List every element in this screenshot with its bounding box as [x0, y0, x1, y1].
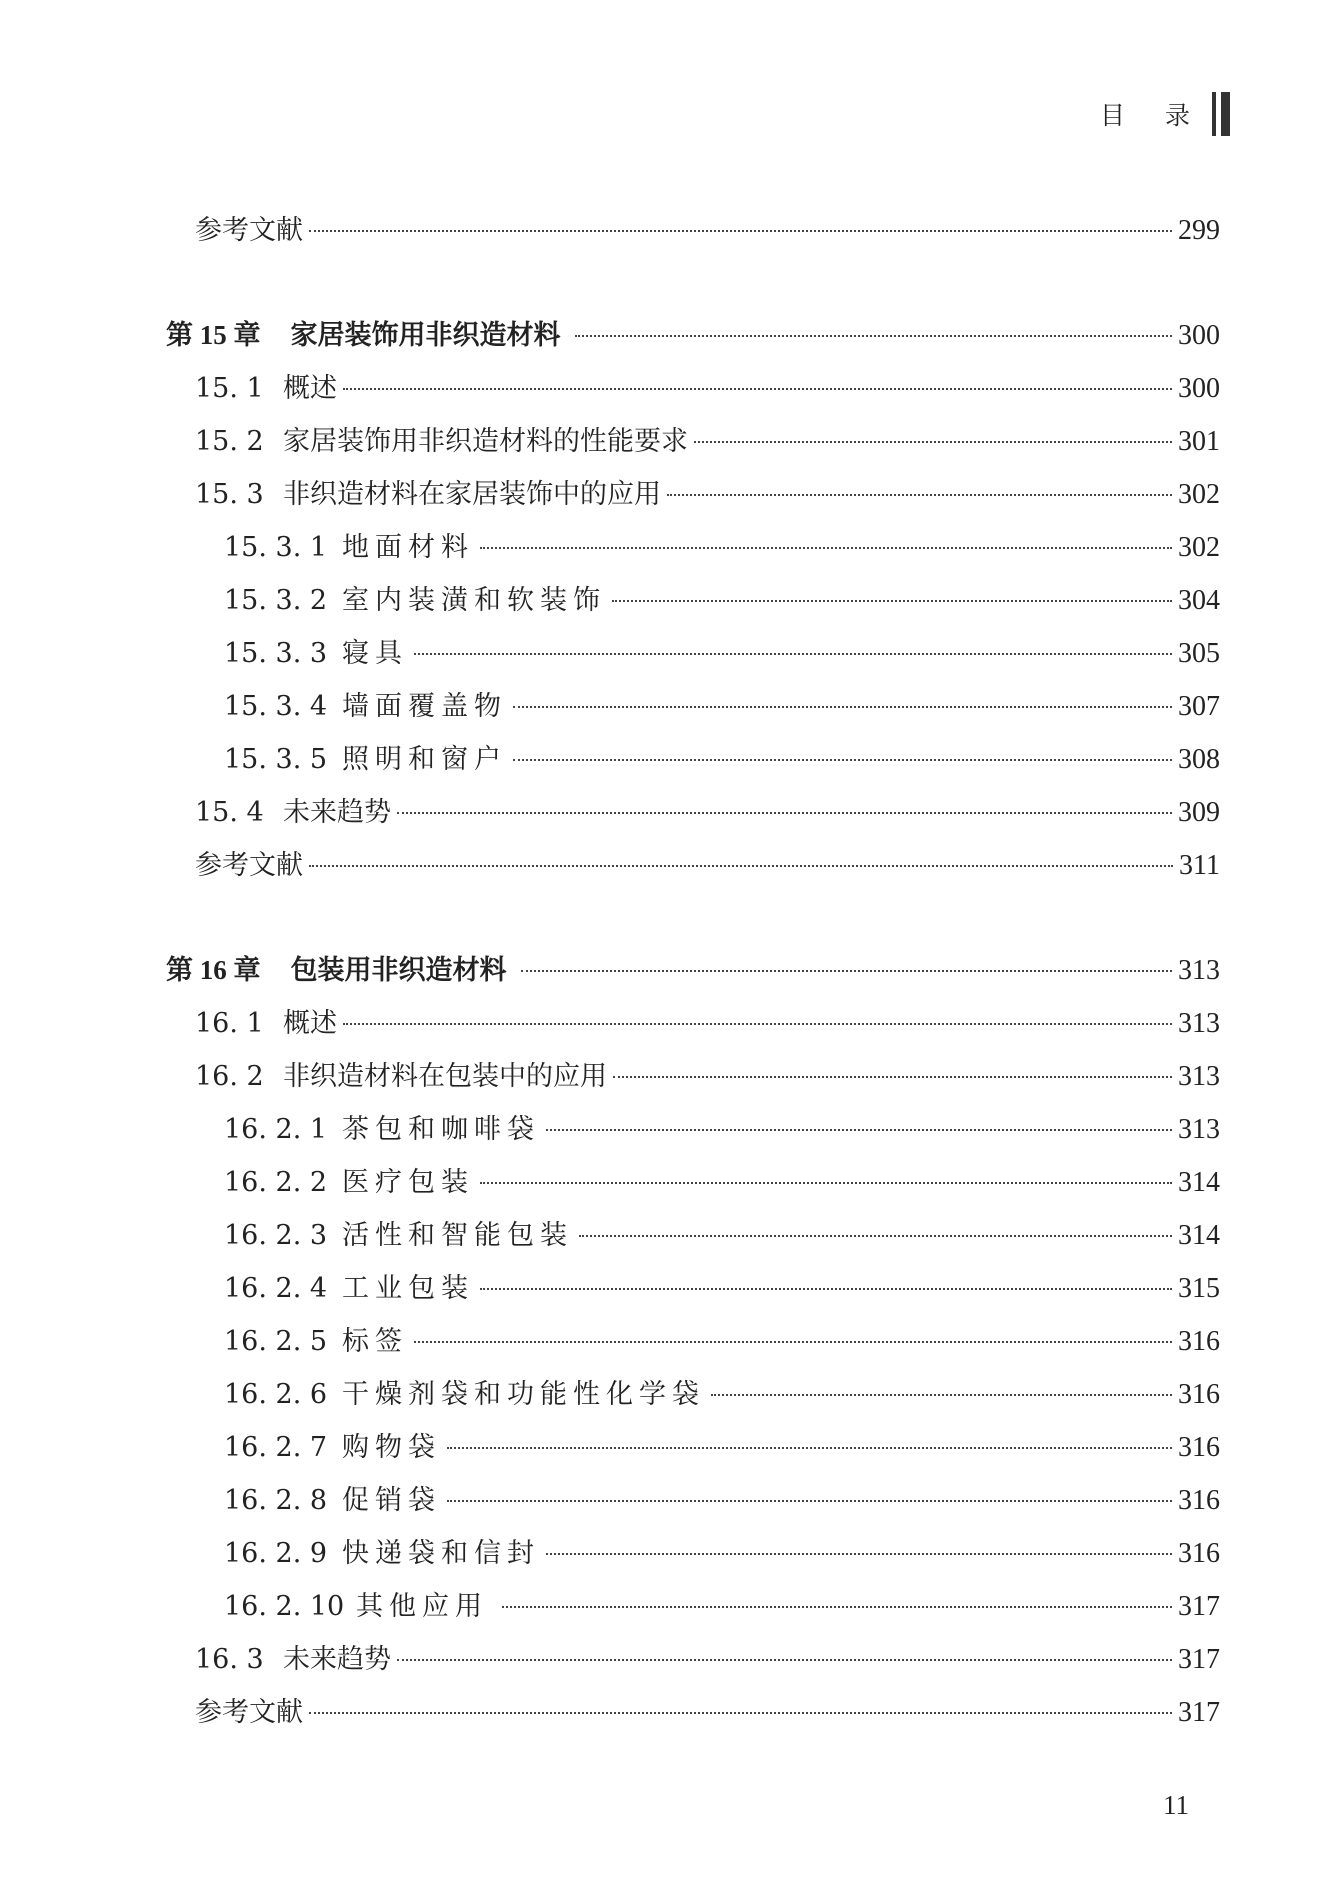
section-number: 16. 2	[195, 1061, 264, 1092]
toc-entry-page: 316	[1178, 1432, 1220, 1463]
dot-leader	[575, 335, 1173, 337]
section-title: 家居装饰用非织造材料的性能要求	[283, 426, 688, 457]
toc-subsection-15-3-2[interactable]	[224, 578, 1220, 618]
toc-entry-page: 315	[1178, 1273, 1220, 1304]
dot-leader	[546, 1553, 1172, 1555]
subsection-number: 16. 2. 10	[224, 1591, 345, 1622]
subsection-number: 15. 3. 3	[224, 638, 328, 669]
toc-subsection-16-2-3[interactable]	[224, 1213, 1220, 1253]
toc-subsection-16-2-9[interactable]	[224, 1531, 1220, 1571]
toc-entry-page: 300	[1178, 320, 1220, 351]
toc-entry-page: 316	[1178, 1538, 1220, 1569]
toc-entry-page: 308	[1178, 744, 1220, 775]
toc-entry-page: 311	[1179, 850, 1220, 881]
toc-entry-page: 316	[1178, 1326, 1220, 1357]
chapter-title: 家居装饰用非织造材料	[290, 320, 561, 351]
page-number: 11	[1163, 1790, 1189, 1820]
toc-entry-page: 299	[1178, 215, 1220, 246]
dot-leader	[397, 812, 1172, 814]
subsection-number: 15. 3. 4	[224, 691, 328, 722]
toc-entry-page: 317	[1178, 1591, 1220, 1622]
dot-leader	[579, 1235, 1172, 1237]
toc-entry-page: 301	[1178, 426, 1220, 457]
section-number: 15. 2	[195, 426, 264, 457]
toc-subsection-16-2-1[interactable]	[224, 1107, 1220, 1147]
toc-subsection-16-2-10[interactable]	[224, 1584, 1220, 1624]
dot-leader	[397, 1659, 1172, 1661]
section-number: 16. 1	[195, 1008, 264, 1039]
subsection-title: 室内装潢和软装饰	[342, 585, 606, 616]
subsection-title: 购物袋	[342, 1432, 441, 1463]
toc-subsection-15-3-1[interactable]	[224, 525, 1220, 565]
toc-entry-page: 314	[1178, 1220, 1220, 1251]
dot-leader	[447, 1500, 1172, 1502]
chapter-number: 第 15 章	[166, 320, 261, 350]
dot-leader	[480, 547, 1172, 549]
toc-entry-page: 313	[1178, 955, 1220, 986]
running-header	[1100, 92, 1230, 136]
subsection-number: 16. 2. 5	[224, 1326, 328, 1357]
subsection-title: 地面材料	[342, 532, 474, 563]
toc-section-15-1[interactable]	[195, 366, 1220, 406]
dot-leader	[513, 759, 1172, 761]
subsection-number: 15. 3. 1	[224, 532, 328, 563]
toc-entry-page: 316	[1178, 1379, 1220, 1410]
toc-entry-page: 317	[1178, 1697, 1220, 1728]
toc-section-15-2[interactable]	[195, 419, 1220, 459]
dot-leader	[447, 1447, 1172, 1449]
dot-leader	[613, 1076, 1172, 1078]
dot-leader	[521, 970, 1173, 972]
subsection-title: 工业包装	[342, 1273, 474, 1304]
subsection-number: 15. 3. 5	[224, 744, 328, 775]
dot-leader	[480, 1288, 1172, 1290]
dot-leader	[612, 600, 1172, 602]
toc-entry-page: 313	[1178, 1114, 1220, 1145]
toc-entry-page: 304	[1178, 585, 1220, 616]
subsection-title: 医疗包装	[342, 1167, 474, 1198]
dot-leader	[309, 230, 1172, 232]
subsection-title: 照明和窗户	[342, 744, 507, 775]
toc-section-15-4[interactable]	[195, 790, 1220, 830]
subsection-title: 快递袋和信封	[342, 1538, 540, 1569]
dot-leader	[480, 1182, 1172, 1184]
subsection-number: 16. 2. 8	[224, 1485, 328, 1516]
toc-entry-references[interactable]	[195, 843, 1220, 883]
subsection-number: 16. 2. 9	[224, 1538, 328, 1569]
toc-entry-page: 317	[1178, 1644, 1220, 1675]
subsection-number: 16. 2. 7	[224, 1432, 328, 1463]
subsection-number: 16. 2. 3	[224, 1220, 328, 1251]
toc-subsection-16-2-7[interactable]	[224, 1425, 1220, 1465]
toc-entry-page: 313	[1178, 1008, 1220, 1039]
toc-subsection-16-2-5[interactable]	[224, 1319, 1220, 1359]
subsection-title: 干燥剂袋和功能性化学袋	[342, 1379, 705, 1410]
section-title: 非织造材料在家居装饰中的应用	[283, 479, 661, 510]
dot-leader	[667, 494, 1172, 496]
dot-leader	[513, 706, 1172, 708]
subsection-title: 其他应用	[356, 1591, 488, 1622]
subsection-title: 寝具	[342, 638, 408, 669]
toc-subsection-16-2-4[interactable]	[224, 1266, 1220, 1306]
toc-entry-page: 314	[1178, 1167, 1220, 1198]
toc-entry-page: 302	[1178, 532, 1220, 563]
toc-entry-page: 300	[1178, 373, 1220, 404]
toc-entry-page: 307	[1178, 691, 1220, 722]
section-title: 概述	[283, 1008, 337, 1039]
toc-entry-page: 313	[1178, 1061, 1220, 1092]
toc-section-16-2[interactable]	[195, 1054, 1220, 1094]
chapter-title: 包装用非织造材料	[290, 955, 507, 986]
subsection-number: 16. 2. 4	[224, 1273, 328, 1304]
dot-leader	[502, 1606, 1172, 1608]
dot-leader	[309, 1712, 1172, 1714]
toc-section-16-3[interactable]	[195, 1637, 1220, 1677]
toc-entry-page: 302	[1178, 479, 1220, 510]
section-title: 未来趋势	[283, 797, 391, 828]
subsection-title: 标签	[342, 1326, 408, 1357]
subsection-title: 墙面覆盖物	[342, 691, 507, 722]
subsection-number: 15. 3. 2	[224, 585, 328, 616]
section-number: 16. 3	[195, 1644, 264, 1675]
toc-subsection-15-3-4[interactable]	[224, 684, 1220, 724]
toc-entry-references[interactable]	[195, 208, 1220, 248]
section-title: 概述	[283, 373, 337, 404]
dot-leader	[711, 1394, 1172, 1396]
subsection-number: 16. 2. 6	[224, 1379, 328, 1410]
toc-subsection-16-2-6[interactable]	[224, 1372, 1220, 1412]
dot-leader	[309, 865, 1173, 867]
chapter-number: 第 16 章	[166, 955, 261, 985]
subsection-title: 活性和智能包装	[342, 1220, 573, 1251]
toc-subsection-15-3-5[interactable]	[224, 737, 1220, 777]
dot-leader	[546, 1129, 1172, 1131]
toc-entry-title: 参考文献	[195, 215, 303, 246]
dot-leader	[343, 388, 1172, 390]
subsection-title: 促销袋	[342, 1485, 441, 1516]
dot-leader	[694, 441, 1172, 443]
header-rule-thin	[1212, 92, 1216, 136]
toc-subsection-15-3-3[interactable]	[224, 631, 1220, 671]
toc-entry-page: 316	[1178, 1485, 1220, 1516]
toc-entry-title: 参考文献	[195, 1697, 303, 1728]
section-number: 15. 1	[195, 373, 264, 404]
toc-chapter-16[interactable]	[166, 948, 1220, 988]
subsection-number: 16. 2. 1	[224, 1114, 328, 1145]
toc-section-15-3[interactable]	[195, 472, 1220, 512]
toc-entry-references[interactable]	[195, 1690, 1220, 1730]
section-title: 非织造材料在包装中的应用	[283, 1061, 607, 1092]
toc-subsection-16-2-2[interactable]	[224, 1160, 1220, 1200]
toc-entry-page: 309	[1178, 797, 1220, 828]
toc-subsection-16-2-8[interactable]	[224, 1478, 1220, 1518]
subsection-number: 16. 2. 2	[224, 1167, 328, 1198]
header-title: 目 录	[1100, 101, 1206, 130]
toc-section-16-1[interactable]	[195, 1001, 1220, 1041]
toc-entry-page: 305	[1178, 638, 1220, 669]
toc-chapter-15[interactable]	[166, 313, 1220, 353]
subsection-title: 茶包和咖啡袋	[342, 1114, 540, 1145]
dot-leader	[414, 653, 1172, 655]
section-title: 未来趋势	[283, 1644, 391, 1675]
dot-leader	[343, 1023, 1172, 1025]
toc-entry-title: 参考文献	[195, 850, 303, 881]
header-rule-thick	[1221, 92, 1230, 136]
section-number: 15. 3	[195, 479, 264, 510]
section-number: 15. 4	[195, 797, 264, 828]
dot-leader	[414, 1341, 1172, 1343]
